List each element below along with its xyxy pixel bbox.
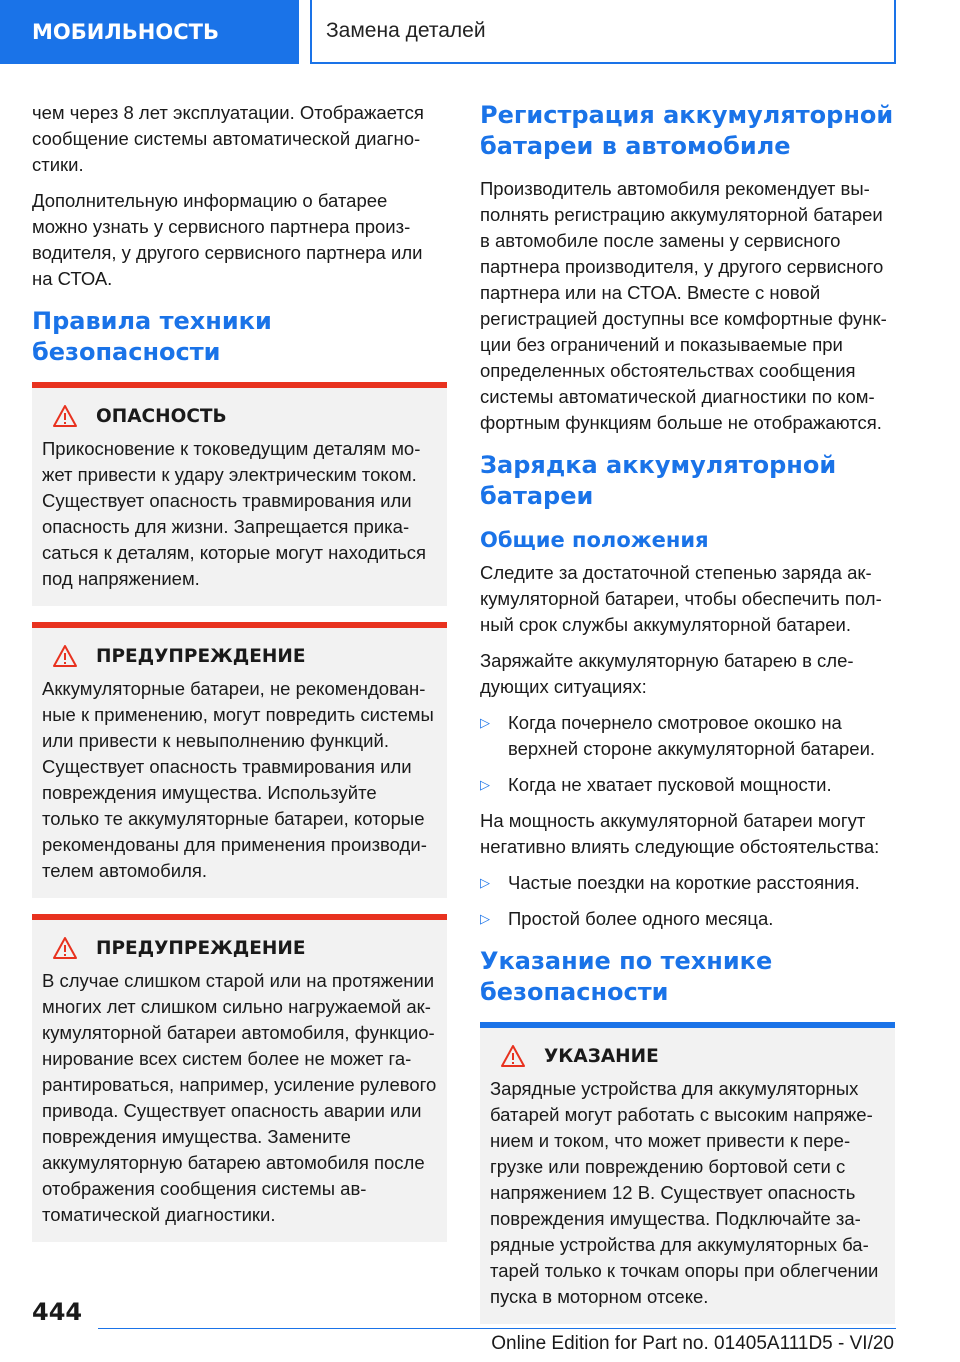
right-column — [480, 100, 895, 1340]
general-paragraph: На мощность аккумуляторной батареи могут негативно влиять следующие обстоятельства: — [480, 810, 880, 857]
section-tab — [0, 0, 299, 64]
warning-triangle-icon — [500, 1044, 526, 1068]
danger-text: Прикосновение к токоведущим деталям может привести к удару электрическим током. Существует опасность травмирования или опасность для жизни. Запрещается прикасаться к деталям, которые могут находиться под напряжением. — [42, 438, 427, 589]
arrow-bullet-icon: ▷ — [480, 777, 490, 792]
list-item — [480, 772, 895, 798]
circumstances-list — [480, 870, 895, 932]
list-item — [480, 906, 895, 932]
left-column — [32, 100, 447, 1258]
warning-box — [32, 914, 447, 1242]
warning-triangle-icon — [52, 644, 78, 668]
warning-triangle-icon — [52, 404, 78, 428]
arrow-bullet-icon: ▷ — [480, 911, 490, 926]
edition-footer: Online Edition for Part no. 01405A111D5 - VI/20 — [491, 1333, 894, 1354]
section-title: МОБИЛЬНОСТЬ — [32, 20, 219, 44]
list-item-text: Простой более одного месяца. — [508, 908, 774, 929]
intro-paragraph: чем через 8 лет эксплуатации. Отображается сообщение системы автоматической диагностики. — [32, 102, 424, 175]
danger-box — [32, 382, 447, 606]
chapter-header — [310, 0, 896, 64]
page-number: 444 — [32, 1298, 83, 1326]
note-text: Зарядные устройства для аккумуляторных батарей могут работать с высоким напряжением и током, что может привести к перегрузке или повреждению бортовой сети с напряжением 12 В. Существует опасность повреждения имущества. Подключайте зарядные устройства для аккумуляторных батарей только к точкам опоры при облегчении пуска в моторном отсеке. — [490, 1078, 879, 1307]
general-paragraph: Следите за достаточной степенью заряда аккумуляторной батареи, чтобы обеспечить полный срок службы аккумуляторной батареи. — [480, 562, 882, 635]
arrow-bullet-icon: ▷ — [480, 875, 490, 890]
situations-list — [480, 710, 895, 798]
footer-divider — [98, 1328, 896, 1329]
info-paragraph: Дополнительную информацию о батарее можно узнать у сервисного партнера производителя, у другого сервисного партнера или на СТОА. — [32, 190, 423, 289]
note-title: УКАЗАНИЕ — [544, 1045, 659, 1067]
charging-heading: Зарядка аккумуляторной батареи — [480, 451, 837, 510]
warning-triangle-icon — [52, 936, 78, 960]
list-item-text: Когда не хватает пусковой мощности. — [508, 774, 832, 795]
safety-heading: Правила техники безопасности — [32, 307, 272, 366]
general-heading: Общие положения — [480, 528, 709, 552]
note-heading: Указание по технике безопасности — [480, 947, 773, 1006]
danger-title: ОПАСНОСТЬ — [96, 405, 227, 427]
registration-heading: Регистрация аккумуляторной батареи в автомобиле — [480, 101, 894, 160]
registration-text: Производитель автомобиля рекомендует выполнять регистрацию аккумуляторной батареи в автомобиле после замены у сервисного партнера производителя, у другого сервисного партнера или на СТОА. Вместе с новой регистрацией доступны все комфортные функции без ограничений и показываемые при определенных обстоятельствах сообщения системы автоматической диагностики по комфортным функциям больше не отображаются. — [480, 178, 887, 433]
list-item — [480, 710, 895, 762]
list-item-text: Частые поездки на короткие расстояния. — [508, 872, 860, 893]
warning-text: Аккумуляторные батареи, не рекомендованные к применению, могут повредить системы или привести к невыполнению функций. Существует опасность травмирования или повреждения имущества. Используйте только те аккумуляторные батареи, которые рекомендованы для применения производителем автомобиля. — [42, 678, 434, 881]
arrow-bullet-icon: ▷ — [480, 715, 490, 730]
note-box — [480, 1022, 895, 1324]
warning-text: В случае слишком старой или на протяжении многих лет слишком сильно нагружаемой аккумуляторной батареи автомобиля, функционирование всех систем более не может гарантироваться, например, усиление рулевого привода. Существует опасность аварии или повреждения имущества. Замените аккумуляторную батарею автомобиля после отображения сообщения системы автоматической диагностики. — [42, 970, 437, 1225]
list-item-text: Когда почернело смотровое окошко на верхней стороне аккумуляторной батареи. — [508, 712, 876, 759]
warning-box — [32, 622, 447, 898]
warning-title: ПРЕДУПРЕЖДЕНИЕ — [96, 645, 306, 667]
general-paragraph: Заряжайте аккумуляторную батарею в следующих ситуациях: — [480, 650, 854, 697]
list-item — [480, 870, 895, 896]
warning-title: ПРЕДУПРЕЖДЕНИЕ — [96, 937, 306, 959]
chapter-title: Замена деталей — [326, 19, 486, 42]
